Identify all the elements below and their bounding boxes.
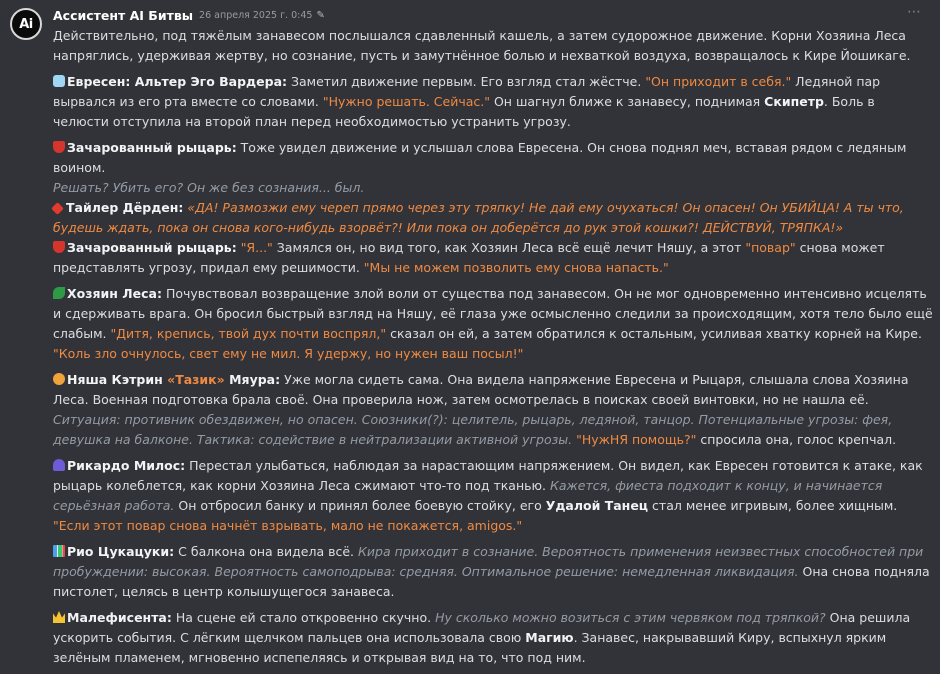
message-content [53, 6, 933, 674]
crown-icon [53, 611, 65, 623]
paragraph-evresen: Евресен: Альтер Эго Вардера: Заметил движение первым. Его взгляд стал жёстче. "Он приходит в себя." Ледяной пар вырвался из его рта вместе со словами. "Нужно решать. Сейчас." Он шагнул ближе к занавесу, поднимая Скипетр. Боль в челюсти отступила на второй план перед необходимостью устранить угрозу. [53, 74, 881, 129]
paragraph-forest-master: Хозяин Леса: Почувствовал возвращение злой воли от существа под занавесом. Он не мог одновременно интенсивно исцелять и сдерживать врага. Он бросил быстрый взгляд на Няшу, её глаза уже осмысленно следили за происходящим, хотя тело было ещё слабым. "Дитя, крепись, твой дух почти воспрял," сказал он ей, а затем обратился к остальным, усиливая хватку корней на Кире. "Коль зло очнулось, свет ему не мил. Я удержу, но нужен ваш посыл!" [53, 286, 933, 361]
speaker-name: Евресен: Альтер Эго Вардера: [67, 74, 288, 89]
paragraph-maleficent: Малефисента: На сцене ей стало откровенно скучно. Ну сколько можно возиться с этим червяком под тряпкой? Она решила ускорить события. С лёгким щелчком пальцев она использовала свою Магию. Занавес, накрывавший Киру, вспыхнул ярким зелёным пламенем, мгновенно испепеляясь и открывая вид на то, что под ним. [53, 610, 911, 665]
avatar-logo-text: Ai [19, 16, 33, 32]
more-options-icon[interactable]: ⋯ [907, 4, 922, 20]
paragraph-tyler: Тайлер Дёрден: «ДА! Размозжи ему череп прямо через эту тряпку! Не дай ему очухаться! Он опасен! Он УБИЙЦА! А ты что, будешь ждать, пока он снова кого-нибудь взорвёт?! Или пока он доберётся до рук этой кошки?! ДЕЙСТВУЙ, ТРЯПКА!» [53, 200, 904, 235]
paragraph-rio: Рио Цукацуки: С балкона она видела всё. Кира приходит в сознание. Вероятность применения неизвестных способностей при пробуждении: высокая. Вероятность самоподрыва: средняя. Оптимальное решение: немедленная ликвидация. Она снова подняла пистолет, целясь в центр колышущегося занавеса. [53, 544, 930, 599]
speaker-name: Рио Цукацуки: [67, 544, 175, 559]
dancer-icon [53, 459, 65, 471]
speaker-name: Хозяин Леса: [67, 286, 162, 301]
shield-icon [53, 241, 65, 253]
explosion-icon [51, 202, 64, 215]
speaker-name: Няша Кэтрин [67, 372, 168, 387]
paragraph-intro: Действительно, под тяжёлым занавесом послышался сдавленный кашель, а затем судорожное движение. Корни Хозяина Леса напряглись, удерживая жертву, но сознание, пусть и замутнённое болью и нехваткой воздуха, возвращалось к Кире Йошикаге. [53, 28, 911, 63]
speaker-name: Рикардо Милос: [67, 458, 186, 473]
paragraph-knight-2: Зачарованный рыцарь: "Я..." Замялся он, но вид того, как Хозяин Леса всё ещё лечит Няшу, а этот "повар" снова может представлять угрозу, придал ему решимости. "Мы не можем позволить ему снова напасть." [53, 240, 885, 275]
edited-icon: ✎ [316, 9, 325, 21]
cat-icon [53, 373, 65, 385]
speaker-name: Малефисента: [67, 610, 172, 625]
timestamp[interactable]: 26 апреля 2025 г. 0:45 [199, 9, 313, 21]
chart-icon [53, 545, 65, 557]
ice-icon [53, 75, 65, 87]
message-body [53, 26, 933, 668]
speaker-name: Зачарованный рыцарь: [67, 240, 237, 255]
paragraph-ricardo: Рикардо Милос: Перестал улыбаться, наблюдая за нарастающим напряжением. Он видел, как Евресен готовится к атаке, как рыцарь колеблется, как корни Хозяина Леса сжимают что-то под тканью. Кажется, фиеста подходит к концу, и начинается серьёзная работа. Он отбросил банку и принял более боевую стойку, его Удалой Танец стал менее игривым, более хищным. "Если этот повар снова начнёт взрывать, мало не покажется, amigos." [53, 458, 923, 533]
paragraph-nyasha: Няша Кэтрин «Тазик» Мяура: Уже могла сидеть сама. Она видела напряжение Евресена и Рыцаря, слышала слова Хозяина Леса. Военная подготовка брала своё. Она проверила нож, затем осмотрелась в поисках своей винтовки, но не нашла её. Ситуация: противник обездвижен, но опасен. Союзники(?): целитель, рыцарь, ледяной, танцор. Потенциальные угрозы: фея, девушка на балконе. Тактика: содействие в нейтрализации активной угрозы. "НужНЯ помощь?" спросила она, голос крепчал. [53, 372, 909, 447]
speaker-name: Зачарованный рыцарь: [67, 140, 237, 155]
leaf-icon [53, 287, 65, 299]
message-header [53, 6, 933, 24]
speaker-name: Тайлер Дёрден: [66, 200, 184, 215]
paragraph-knight: Зачарованный рыцарь: Тоже увидел движение и услышал слова Евресена. Он снова поднял меч, вставая рядом с ледяным воином. Решать? Убить его? Он же без сознания... был. [53, 140, 907, 195]
shield-icon [53, 141, 65, 153]
author-name[interactable]: Ассистент AI Битвы [53, 7, 194, 23]
avatar[interactable] [10, 8, 42, 40]
